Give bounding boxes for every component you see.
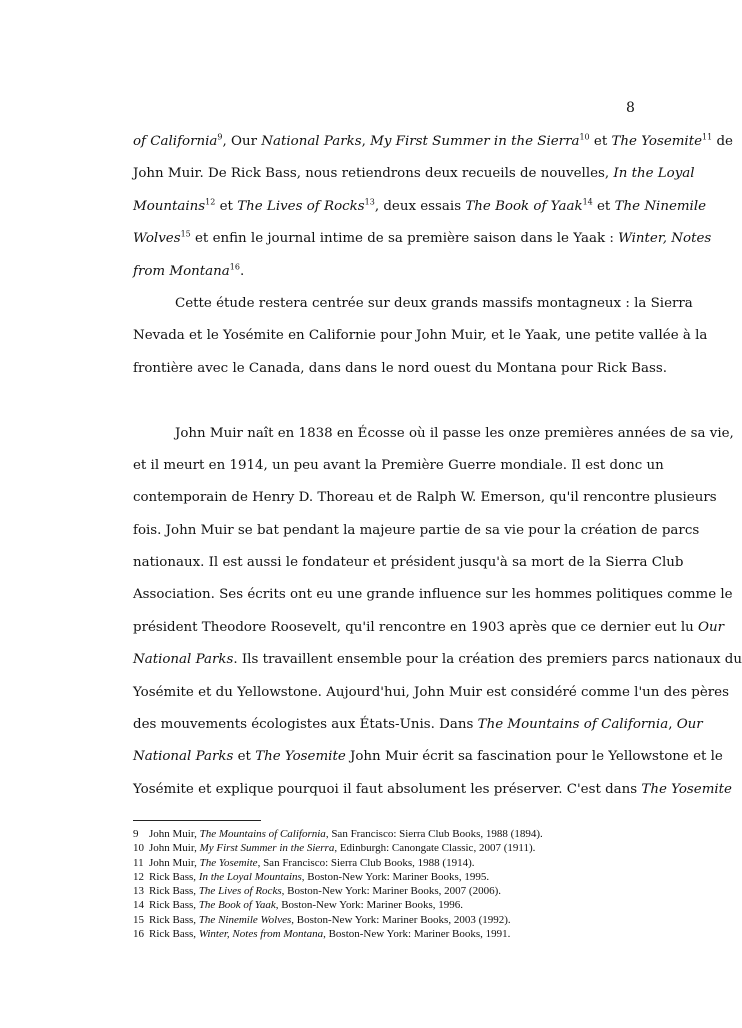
text-run: et il meurt en 1914, un peu avant la Première Guerre mondiale. Il est donc un (133, 457, 664, 473)
text-run: John Muir. De Rick Bass, nous retiendrons deux recueils de nouvelles, (133, 166, 614, 182)
text-run: John Muir, (149, 856, 200, 869)
italic-text: My First Summer in the Sierra (199, 842, 335, 855)
text-run: et enfin le journal intime de sa première saison dans le Yaak : (190, 231, 619, 247)
text-line (133, 547, 684, 579)
footnote-number: 11 (133, 856, 144, 869)
text-line (133, 191, 707, 223)
italic-text: The Book of Yaak (465, 198, 583, 214)
text-line (133, 515, 700, 547)
text-run: John Muir naît en 1838 en Écosse où il passe les onze premières années de sa vie, (175, 425, 734, 441)
text-run: , Edinburgh: Canongate Classic, 2007 (1911). (334, 842, 536, 855)
italic-text: The Lives of Rocks (198, 885, 282, 898)
text-run: nationaux. Il est aussi le fondateur et président jusqu'à sa mort de la Sierra Club (133, 555, 684, 571)
footnote-number: 14 (133, 899, 144, 912)
footnote-number: 13 (133, 885, 144, 898)
footnote-ref: 11 (702, 132, 713, 142)
footnotes (133, 820, 638, 941)
footnote (133, 927, 638, 941)
text-line (133, 126, 733, 158)
text-run: Association. Ses écrits ont eu une grande influence sur les hommes politiques comme le (133, 587, 733, 603)
footnote-number: 16 (133, 928, 144, 941)
italic-text: Winter, Notes from Montana (198, 928, 324, 941)
italic-text: The Yosemite (199, 856, 258, 869)
footnote (133, 898, 638, 912)
text-run: Rick Bass, (149, 899, 199, 912)
footnote (133, 841, 638, 855)
italic-text: from Montana (133, 263, 230, 279)
text-run: président Theodore Roosevelt, qu'il rencontre en 1903 après que ce dernier eut lu (133, 619, 698, 635)
italic-text: My First Summer in the Sierra (370, 134, 580, 149)
text-line (133, 612, 724, 644)
text-line (133, 418, 734, 450)
footnote (133, 870, 638, 884)
italic-text: The Ninemile Wolves (198, 913, 292, 926)
text-line (133, 288, 693, 320)
text-run: et (592, 198, 615, 214)
text-run: Yosémite et du Yellowstone. Aujourd'hui, John Muir est considéré comme l'un des pères (133, 684, 729, 700)
text-run: , San Francisco: Sierra Club Books, 1988 (1914). (257, 856, 475, 869)
footnote-ref: 9 (217, 132, 223, 142)
italic-text: The Lives of Rocks (237, 198, 365, 214)
footnote (133, 856, 638, 870)
text-run: , Boston-New York: Mariner Books, 1995. (301, 870, 490, 883)
text-line (133, 482, 717, 514)
text-run: , Boston-New York: Mariner Books, 2007 (2006). (281, 885, 501, 898)
text-run: et (233, 749, 256, 765)
italic-text: The Yosemite (611, 134, 703, 149)
italic-text: The Ninemile (614, 198, 707, 214)
text-run: des mouvements écologistes aux États-Unis. Dans (133, 717, 478, 733)
text-line (133, 158, 695, 190)
footnote-ref: 14 (582, 197, 593, 207)
italic-text: National Parks (133, 652, 234, 668)
text-run: Rick Bass, (149, 870, 199, 883)
italic-text: The Book of Yaak (198, 899, 276, 912)
footnote-list (133, 827, 638, 941)
body-text (133, 126, 742, 806)
text-line (133, 741, 723, 773)
text-run: , (668, 717, 677, 733)
italic-text: Winter, Notes (618, 231, 712, 247)
italic-text: The Mountains of California (199, 828, 326, 840)
paragraph-gap (133, 385, 638, 417)
footnote (133, 913, 638, 927)
text-line (133, 709, 703, 741)
text-run: Rick Bass, (149, 913, 199, 926)
text-line (133, 320, 708, 352)
text-run: John Muir, (149, 842, 200, 855)
text-run: , San Francisco: Sierra Club Books, 1988 (1894). (325, 828, 543, 840)
text-line (133, 450, 664, 482)
footnote-ref: 15 (180, 229, 191, 239)
text-run: , Boston-New York: Mariner Books, 1996. (275, 899, 464, 912)
footnote-number: 10 (133, 842, 144, 855)
italic-text: In the Loyal (613, 166, 695, 182)
text-run: de (712, 134, 733, 149)
text-run: contemporain de Henry D. Thoreau et de Ralph W. Emerson, qu'il rencontre plusieurs (133, 490, 717, 506)
text-run: et (215, 198, 238, 214)
footnote-ref: 13 (364, 197, 375, 207)
text-line (133, 579, 733, 611)
footnote-number: 12 (133, 870, 144, 883)
italic-text: Our (697, 619, 724, 635)
italic-text: National Parks (261, 134, 362, 149)
page-number: 8 (626, 100, 635, 116)
text-run: et (589, 134, 612, 149)
italic-text: The Mountains of California (477, 717, 669, 733)
italic-text: Mountains (133, 198, 206, 214)
italic-text: Wolves (133, 231, 181, 247)
text-run: Rick Bass, (149, 885, 199, 898)
text-run: Rick Bass, (149, 928, 199, 941)
text-line (133, 223, 712, 255)
italic-text: The Yosemite (641, 781, 732, 797)
text-run: , Boston-New York: Mariner Books, 2003 (1992). (291, 913, 511, 926)
italic-text: In the Loyal Mountains (198, 870, 302, 883)
text-line (133, 353, 667, 385)
text-run: frontière avec le Canada, dans dans le nord ouest du Montana pour Rick Bass. (133, 360, 667, 376)
italic-text: National Parks (133, 749, 234, 765)
text-run: , deux essais (374, 198, 466, 214)
footnote (133, 827, 638, 841)
text-line (133, 677, 729, 709)
text-line (133, 256, 638, 288)
footnote-ref: 10 (579, 132, 590, 142)
text-run: Yosémite et explique pourquoi il faut absolument les préserver. C'est dans (133, 781, 642, 797)
footnote-number: 9 (133, 828, 139, 840)
italic-text: Our (676, 717, 703, 733)
text-run: , Our (222, 134, 262, 149)
text-run: , Boston-New York: Mariner Books, 1991. (323, 928, 511, 941)
footnote-separator (133, 820, 261, 821)
text-run: John Muir écrit sa fascination pour le Yellowstone et le (345, 749, 723, 765)
text-run: . (239, 263, 245, 279)
text-run: . Ils travaillent ensemble pour la création des premiers parcs nationaux du (233, 652, 742, 668)
footnote (133, 884, 638, 898)
footnote-ref: 12 (205, 197, 216, 207)
text-line (133, 644, 742, 676)
italic-text: The Yosemite (255, 749, 346, 765)
text-run: John Muir, (149, 828, 200, 840)
text-run: Nevada et le Yosémite en Californie pour John Muir, et le Yaak, une petite vallée à la (133, 328, 708, 344)
text-run: , (361, 134, 371, 149)
italic-text: of California (133, 134, 218, 149)
footnote-ref: 16 (229, 262, 240, 272)
footnote-number: 15 (133, 913, 144, 926)
text-line (133, 774, 732, 806)
text-run: fois. John Muir se bat pendant la majeure partie de sa vie pour la création de parcs (133, 522, 700, 538)
text-run: Cette étude restera centrée sur deux grands massifs montagneux : la Sierra (175, 295, 693, 311)
